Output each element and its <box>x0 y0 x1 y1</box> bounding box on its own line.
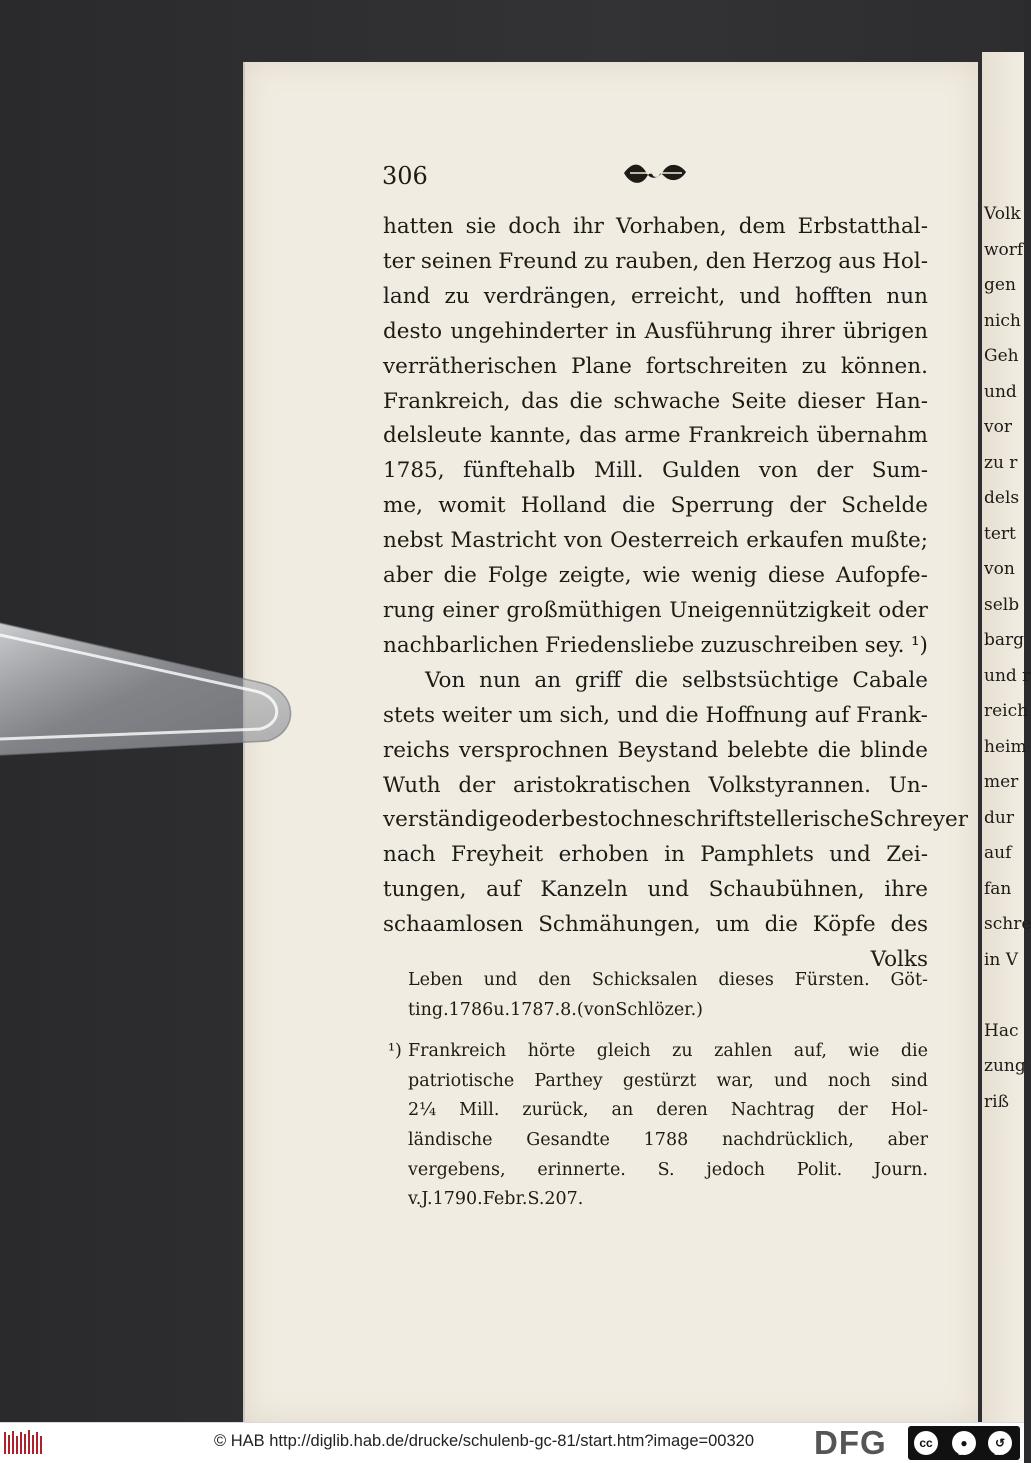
adjacent-fragment: tert <box>984 523 1016 544</box>
adjacent-fragment: barg <box>984 630 1025 650</box>
sa-label: SA <box>994 1450 1004 1457</box>
by-label: BY <box>958 1450 968 1457</box>
body-line: reichs versprochnen Beystand belebte die blinde <box>383 737 928 763</box>
adjacent-fragment: zung <box>984 1056 1026 1076</box>
body-line: 1785, fünftehalb Mill. Gulden von der Sum- <box>383 458 928 484</box>
body-line: stets weiter um sich, und die Hoffnung auf Frank- <box>383 702 928 728</box>
adjacent-fragment: in V <box>984 949 1019 970</box>
body-line: Wuth der aristokratischen Volkstyrannen. Un- <box>383 772 928 798</box>
adjacent-fragment: von <box>984 559 1015 579</box>
footnote-line: vergebens, erinnerte. S. jedoch Polit. Journ. <box>408 1159 928 1180</box>
adjacent-fragment: mer <box>984 772 1019 792</box>
sa-icon: ↺ <box>988 1431 1012 1455</box>
catchword: Volks <box>870 947 928 973</box>
footnote-line: patriotische Parthey gestürzt war, und noch sind <box>408 1070 928 1091</box>
glass-page-weight <box>0 605 300 775</box>
body-line: delsleute kannte, das arme Frankreich übernahm <box>383 423 928 449</box>
body-line: ter seinen Freund zu rauben, den Herzog aus Hol- <box>383 248 928 274</box>
adjacent-fragment: fan <box>984 878 1012 899</box>
ornament-icon <box>620 158 692 188</box>
body-line: Von nun an griff die selbstsüchtige Cabale <box>425 667 928 693</box>
footnote-line: ländische Gesandte 1788 nachdrücklich, aber <box>408 1129 928 1150</box>
footnote-line: 2¼ Mill. zurück, an deren Nachtrag der Hol- <box>408 1100 928 1121</box>
body-line: land zu verdrängen, erreicht, und hofften nun <box>383 283 928 309</box>
adjacent-fragment: nich <box>984 310 1021 331</box>
note-line: ting. 1786 u. 1787. 8. (von Schlözer.) <box>408 999 704 1020</box>
body-line: aber die Folge zeigte, wie wenig diese Aufopfe- <box>383 563 928 589</box>
barcode-icon <box>4 1430 44 1456</box>
body-line: nachbarlichen Friedensliebe zuzuschreiben sey. ¹) <box>383 632 928 658</box>
body-line: Frankreich, das die schwache Seite dieser Han- <box>383 388 928 414</box>
note-line: Leben und den Schicksalen dieses Fürsten. Göt- <box>408 970 928 990</box>
footnotes <box>388 966 928 1215</box>
cc-license-badge[interactable] <box>908 1426 1020 1460</box>
body-line: nebst Mastricht von Oesterreich erkaufen mußte; <box>383 528 928 554</box>
adjacent-fragment: riß <box>984 1091 1009 1112</box>
adjacent-fragment: auf <box>984 843 1012 863</box>
footer-bar <box>0 1422 1024 1463</box>
adjacent-fragment: gen <box>984 275 1016 295</box>
adjacent-fragment: reich <box>984 701 1029 721</box>
body-line: schaamlosen Schmähungen, um die Köpfe des <box>383 912 928 938</box>
body-line: hatten sie doch ihr Vorhaben, dem Erbstatthal- <box>383 214 928 239</box>
footnote-line: Frankreich hörte gleich zu zahlen auf, wie die <box>408 1041 928 1062</box>
adjacent-fragment: worf <box>984 239 1024 260</box>
adjacent-fragment: Geh <box>984 346 1019 366</box>
body-line: rung einer großmüthigen Uneigennützigkeit oder <box>383 597 928 623</box>
body-text <box>383 210 969 978</box>
body-line: desto ungehinderter in Ausführung ihrer übrigen <box>383 318 928 344</box>
footnote-1 <box>388 1037 928 1215</box>
adjacent-page <box>982 52 1031 1422</box>
adjacent-fragment: vor <box>984 417 1012 437</box>
adjacent-page-text <box>984 197 1031 1120</box>
dfg-logo: DFG <box>814 1424 887 1461</box>
book-page <box>243 62 978 1422</box>
footnote-line: v. J. 1790. Febr. S. 207. <box>408 1189 584 1210</box>
body-line: verrätherischen Plane fortschreiten zu können. <box>383 353 928 379</box>
source-link[interactable]: © HAB http://diglib.hab.de/drucke/schulenb-gc-81/start.htm?image=00320 <box>214 1432 755 1450</box>
adjacent-fragment: und <box>984 381 1017 402</box>
footnote-marker: ¹) <box>388 1041 402 1062</box>
page-number: 306 <box>382 162 428 190</box>
cc-icon: cc <box>914 1431 938 1455</box>
adjacent-fragment: zu r <box>984 452 1018 473</box>
adjacent-fragment: selb <box>984 594 1020 615</box>
body-line: tungen, auf Kanzeln und Schaubühnen, ihre <box>383 877 928 903</box>
adjacent-fragment: schre <box>984 914 1031 934</box>
body-line: me, womit Holland die Sperrung der Schelde <box>383 493 928 519</box>
by-icon: ● <box>952 1431 976 1455</box>
body-line: nach Freyheit erhoben in Pamphlets und Zei- <box>383 842 928 868</box>
adjacent-fragment: Hac <box>984 1020 1019 1041</box>
adjacent-fragment: heim <box>984 736 1027 757</box>
adjacent-fragment <box>984 978 1024 1014</box>
body-line: verständige oder bestochne schriftstellerische Schreyer <box>383 807 969 833</box>
adjacent-fragment: dur <box>984 807 1014 828</box>
adjacent-fragment: Volk <box>984 204 1021 224</box>
adjacent-fragment: dels <box>984 488 1020 508</box>
adjacent-fragment: und r <box>984 665 1031 686</box>
